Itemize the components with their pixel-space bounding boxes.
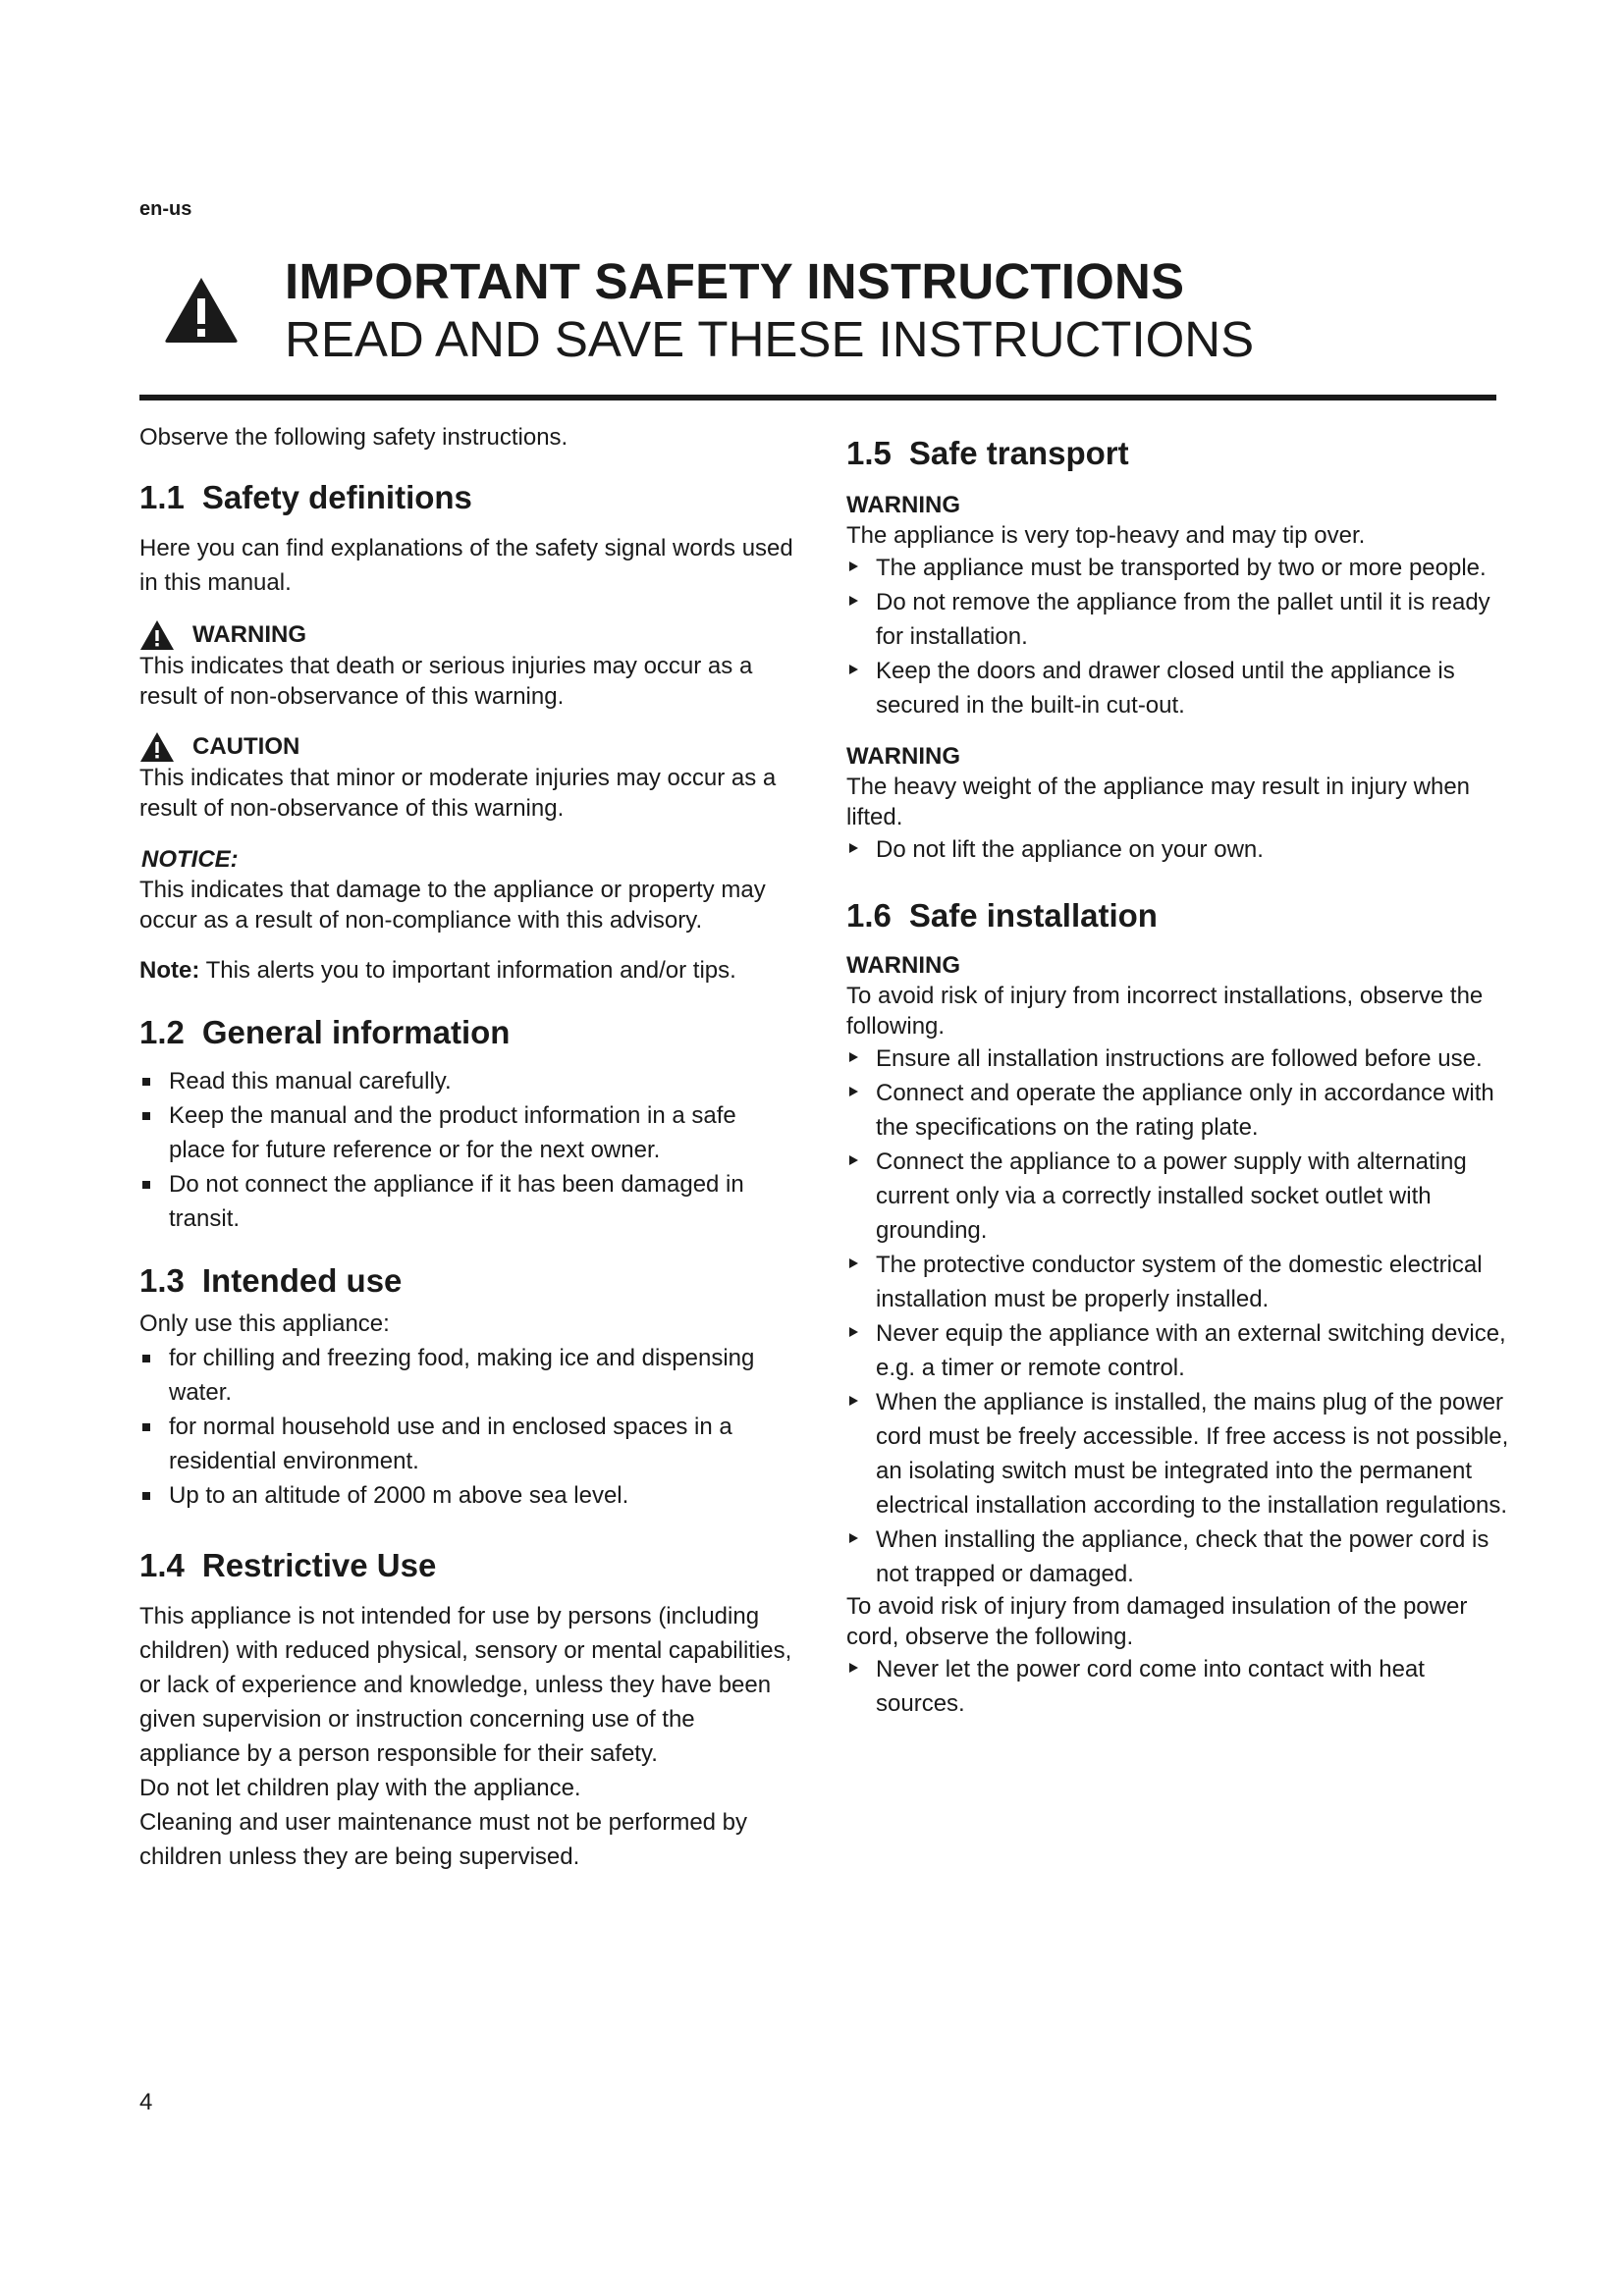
title-line-1: IMPORTANT SAFETY INSTRUCTIONS [285,253,1185,309]
list-item: Read this manual carefully. [139,1064,797,1098]
list-item: When installing the appliance, check that the power cord is not trapped or damaged. [846,1522,1514,1591]
warning-text: The appliance is very top-heavy and may tip over. [846,522,1366,549]
restrictive-use-p3: Cleaning and user maintenance must not be performed by children unless they are being supervised. [139,1809,748,1870]
list-item: Connect and operate the appliance only in accordance with the specifications on the rating plate. [846,1076,1514,1145]
section-heading-1-4: 1.4 Restrictive Use [139,1547,437,1583]
warning-signal [139,619,797,651]
page-title [285,253,1254,369]
right-column [846,420,1514,1721]
section-heading-1-6: 1.6 Safe installation [846,897,1158,934]
installation-list [846,1041,1514,1591]
caution-text: This indicates that minor or moderate injuries may occur as a result of non-observance of this warning. [139,765,777,822]
header-divider [139,395,1496,400]
warning-label: WARNING [846,492,960,518]
caution-icon [139,731,175,763]
intended-use-intro: Only use this appliance: [139,1310,390,1337]
caution-signal [139,731,797,763]
list-item: The protective conductor system of the domestic electrical installation must be properly installed. [846,1248,1514,1316]
section-heading-1-3: 1.3 Intended use [139,1262,403,1299]
intro-text: Observe the following safety instructions. [139,424,568,451]
list-item: The appliance must be transported by two or more people. [846,551,1514,585]
list-item: Connect the appliance to a power supply with alternating current only via a correctly installed socket outlet with grounding. [846,1145,1514,1248]
power-cord-text: To avoid risk of injury from damaged insulation of the power cord, observe the following. [846,1593,1468,1650]
list-item: Keep the doors and drawer closed until the appliance is secured in the built-in cut-out. [846,654,1514,722]
restrictive-use-p2: Do not let children play with the appliance. [139,1775,581,1801]
list-item: Keep the manual and the product information in a safe place for future reference or for the next owner. [139,1098,797,1167]
restrictive-use-p1: This appliance is not intended for use by persons (including children) with reduced physical, sensory or mental capabilities, or lack of experience and knowledge, unless they have been given supervision or instruction concerning use of the appliance by a person responsible for their safety. [139,1603,792,1767]
warning-icon [139,619,175,651]
transport-list-1 [846,551,1514,722]
warning-text: The heavy weight of the appliance may result in injury when lifted. [846,774,1471,830]
warning-label: WARNING [192,621,306,648]
list-item: Never let the power cord come into contact with heat sources. [846,1652,1514,1721]
notice-label: NOTICE: [141,846,239,873]
list-item: Ensure all installation instructions are followed before use. [846,1041,1514,1076]
list-item: Do not remove the appliance from the pallet until it is ready for installation. [846,585,1514,654]
section-heading-1-2: 1.2 General information [139,1014,511,1050]
general-info-list [139,1064,797,1236]
section-heading-1-1: 1.1 Safety definitions [139,479,472,515]
note-text: This alerts you to important information and/or tips. [205,957,736,984]
left-column [139,420,797,1874]
warning-triangle-icon [163,275,240,344]
warning-text: This indicates that death or serious injuries may occur as a result of non-observance of this warning. [139,653,753,710]
note-label: Note: [139,957,200,984]
caution-label: CAUTION [192,733,300,760]
intended-use-list [139,1341,797,1513]
warning-label: WARNING [846,743,960,770]
page-number: 4 [139,2089,153,2115]
title-line-2: READ AND SAVE THESE INSTRUCTIONS [285,311,1255,367]
list-item: Do not connect the appliance if it has been damaged in transit. [139,1167,797,1236]
notice-text: This indicates that damage to the appliance or property may occur as a result of non-compliance with this advisory. [139,877,766,934]
list-item: Never equip the appliance with an external switching device, e.g. a timer or remote control. [846,1316,1514,1385]
list-item: Do not lift the appliance on your own. [846,832,1514,867]
safety-definitions-text: Here you can find explanations of the safety signal words used in this manual. [139,535,793,596]
list-item: When the appliance is installed, the mains plug of the power cord must be freely accessible. If free access is not possible, an isolating switch must be integrated into the permanent electrical installation according to the installation regulations. [846,1385,1514,1522]
list-item: Up to an altitude of 2000 m above sea level. [139,1478,797,1513]
note-paragraph [139,953,797,988]
section-heading-1-5: 1.5 Safe transport [846,435,1129,471]
power-cord-list [846,1652,1514,1721]
transport-list-2 [846,832,1514,867]
list-item: for chilling and freezing food, making ice and dispensing water. [139,1341,797,1410]
list-item: for normal household use and in enclosed spaces in a residential environment. [139,1410,797,1478]
warning-text: To avoid risk of injury from incorrect installations, observe the following. [846,983,1484,1040]
language-code: en-us [139,198,192,220]
warning-label: WARNING [846,952,960,979]
